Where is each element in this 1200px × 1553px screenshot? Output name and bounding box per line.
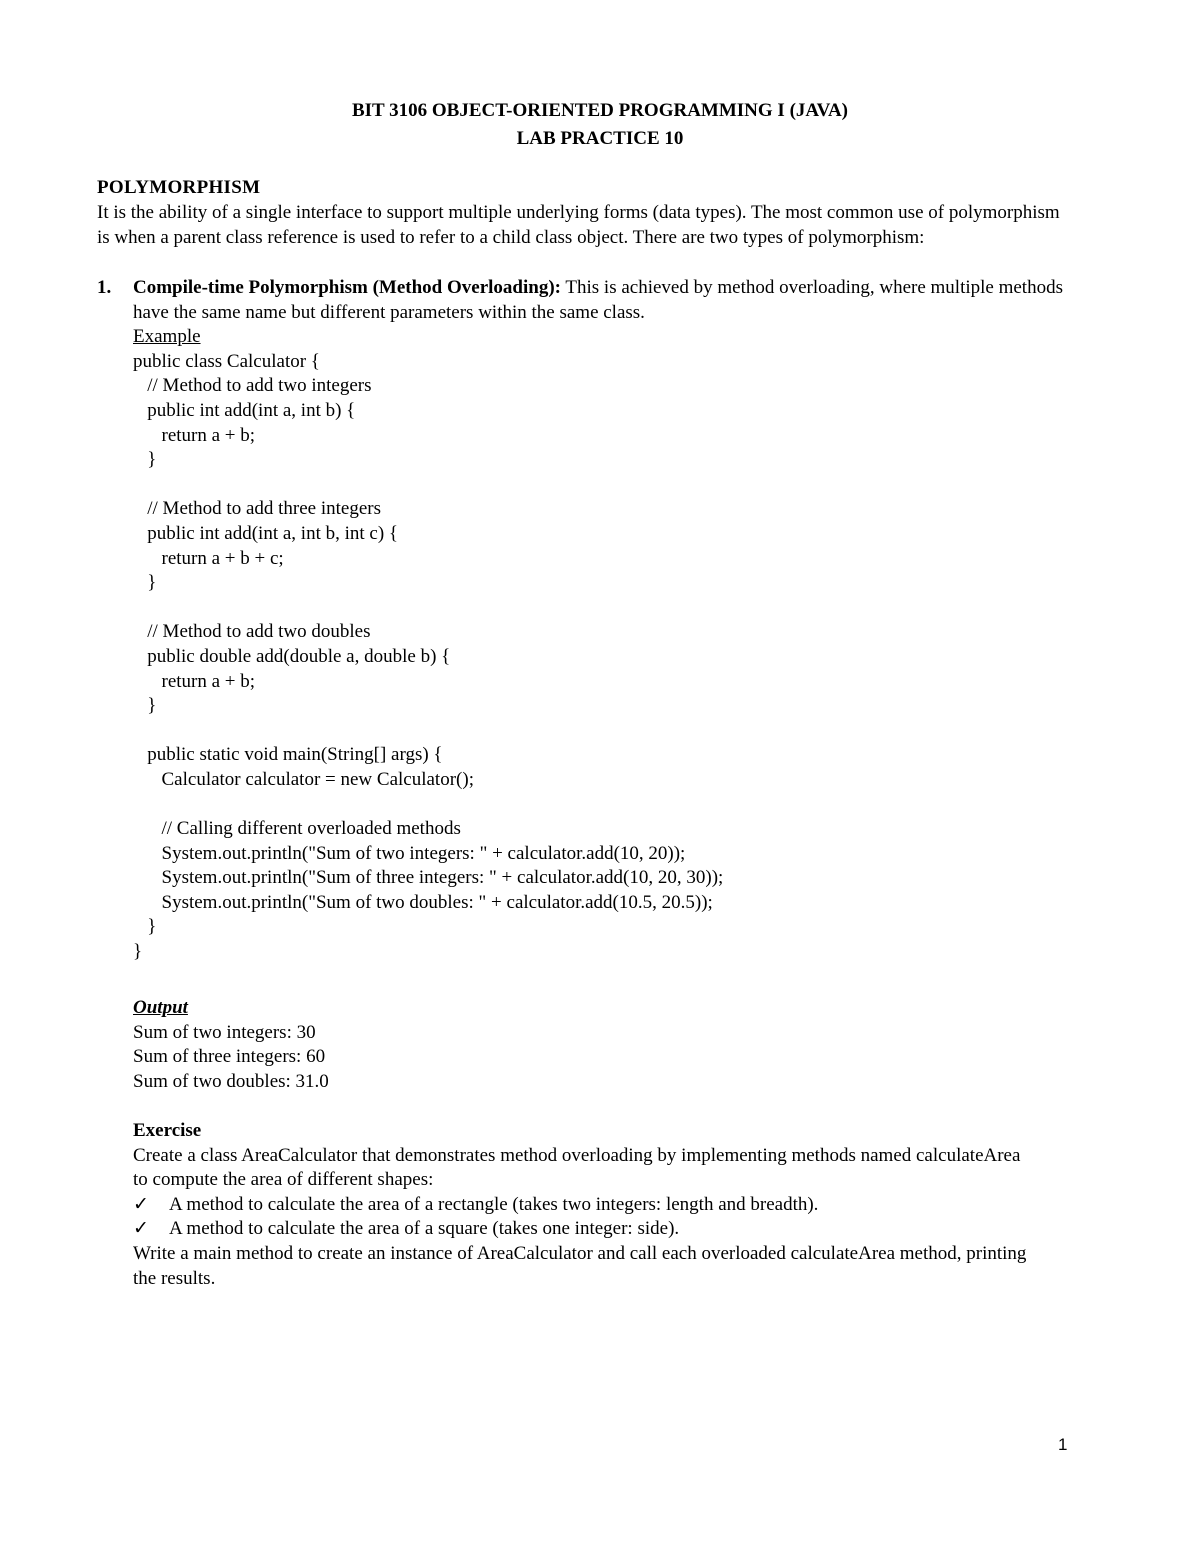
code-line: // Calling different overloaded methods [133, 818, 461, 840]
code-line: public int add(int a, int b) { [133, 399, 356, 421]
output-line: Sum of two integers: 30 [133, 1021, 316, 1043]
exercise-section [133, 1119, 1033, 1291]
code-line [133, 596, 1077, 621]
code-line: // Method to add two doubles [133, 621, 371, 643]
code-line: public static void main(String[] args) { [133, 744, 443, 766]
document-subtitle: LAB PRACTICE 10 [516, 128, 684, 149]
section-heading: POLYMORPHISM [97, 177, 261, 198]
code-line: } [133, 695, 157, 717]
section-intro: It is the ability of a single interface to support multiple underlying forms (data types). The most common use of polymorphism is when a parent class reference is used to refer to a child class object. There are two types of polymorphism: [97, 202, 1060, 248]
check-icon: ✓ [133, 1193, 149, 1215]
code-line: System.out.println("Sum of two integers: " + calculator.add(10, 20)); [133, 842, 686, 864]
code-line: public int add(int a, int b, int c) { [133, 522, 399, 544]
code-line: return a + b; [133, 670, 256, 692]
checklist-item [133, 1193, 1033, 1218]
code-line: } [133, 572, 157, 594]
list-item-lead: Compile-time Polymorphism (Method Overloading): [133, 277, 561, 298]
code-line: // Method to add three integers [133, 498, 381, 520]
code-line: } [133, 941, 143, 963]
code-line: public class Calculator { [133, 350, 320, 372]
output-title: Output [133, 997, 188, 1018]
code-line [133, 792, 1077, 817]
list-number: 1. [97, 277, 112, 298]
code-line: } [133, 449, 157, 471]
output-line: Sum of three integers: 60 [133, 1046, 326, 1068]
list-item-compile-time [97, 276, 1077, 965]
code-line: return a + b; [133, 424, 256, 446]
list-item-body [133, 276, 1077, 350]
code-line [133, 719, 1077, 744]
exercise-title: Exercise [133, 1120, 202, 1141]
code-block [133, 350, 1077, 965]
exercise-closing: Write a main method to create an instance of AreaCalculator and call each overloaded calculateArea method, printing the results. [133, 1242, 1027, 1289]
code-line: return a + b + c; [133, 547, 284, 569]
list-item-text: This is achieved by method overloading, where multiple methods have the same name but different parameters within the same class. [133, 277, 1063, 323]
checklist-item-text: A method to calculate the area of a rectangle (takes two integers: length and breadth). [169, 1193, 819, 1215]
code-line: Calculator calculator = new Calculator(); [133, 768, 474, 790]
code-line [133, 473, 1077, 498]
check-icon: ✓ [133, 1218, 149, 1240]
output-line: Sum of two doubles: 31.0 [133, 1070, 329, 1092]
code-line: public double add(double a, double b) { [133, 645, 451, 667]
code-line: } [133, 916, 157, 938]
example-label: Example [133, 326, 201, 348]
page-number: 1 [1058, 1435, 1068, 1454]
code-line: // Method to add two integers [133, 375, 372, 397]
document-title: BIT 3106 OBJECT-ORIENTED PROGRAMMING I (JAVA) [351, 100, 848, 121]
checklist-item-text: A method to calculate the area of a square (takes one integer: side). [169, 1218, 680, 1240]
checklist-item [133, 1217, 1033, 1242]
code-line: System.out.println("Sum of two doubles: " + calculator.add(10.5, 20.5)); [133, 891, 713, 913]
code-line: System.out.println("Sum of three integers: " + calculator.add(10, 20, 30)); [133, 867, 724, 889]
output-block [133, 996, 329, 1094]
exercise-intro: Create a class AreaCalculator that demonstrates method overloading by implementing methods named calculateArea to compute the area of different shapes: [133, 1144, 1021, 1191]
